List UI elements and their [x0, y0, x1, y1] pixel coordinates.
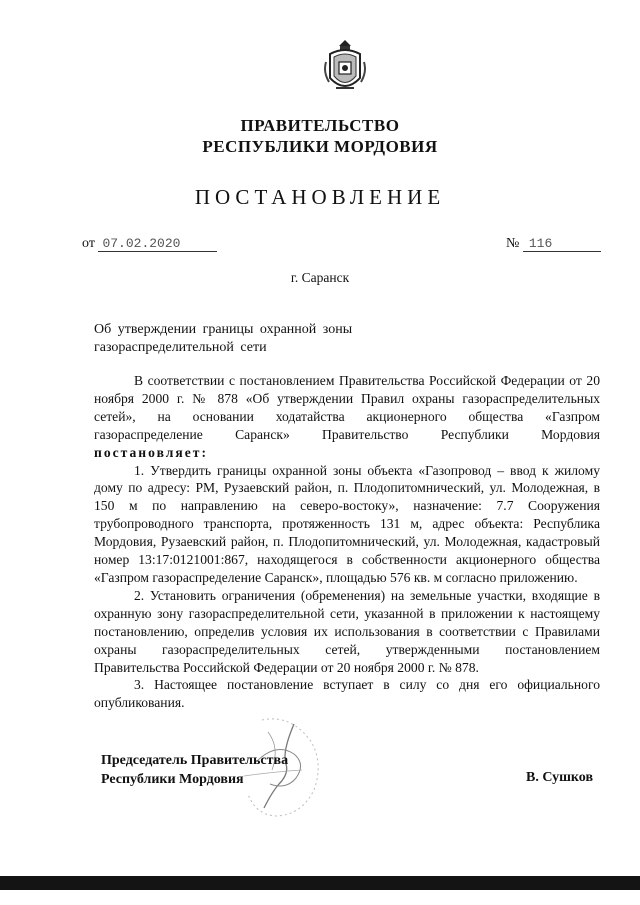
city: г. Саранск	[290, 270, 350, 285]
document-body	[94, 372, 600, 712]
signatory-title	[101, 751, 288, 789]
subject-title: Об утверждении границы охранной зоны газораспределительной сети	[94, 322, 353, 355]
government-name-line2: РЕСПУБЛИКИ МОРДОВИЯ	[202, 137, 438, 156]
number-value: 116	[523, 236, 601, 252]
signatory-name: В. Сушков	[526, 770, 594, 785]
date-value: 07.02.2020	[98, 236, 217, 252]
document-type: ПОСТАНОВЛЕНИЕ	[194, 185, 446, 209]
item-3: 3. Настоящее постановление вступает в силу со дня его официального опубликования.	[94, 677, 600, 711]
scan-edge-bar	[0, 876, 640, 890]
decrees-word: постановляет:	[94, 444, 208, 460]
intro-text: В соответствии с постановлением Правительства Российской Федерации от 20 ноября 2000 г. № 878 «Об утверждении Правил охраны газораспределительных сетей», на основании ходатайства акционерного общества «Газпром газораспределение Саранск» Правительство Республики Мордовия	[94, 373, 600, 442]
date-line	[82, 236, 217, 252]
signatory-title-line2: Республики Мордовия	[101, 772, 244, 787]
number-line	[506, 236, 601, 252]
government-name-line1: ПРАВИТЕЛЬСТВО	[240, 116, 400, 135]
intro-paragraph	[94, 372, 600, 462]
date-prefix: от	[82, 236, 95, 251]
item-1: 1. Утвердить границы охранной зоны объекта «Газопровод – ввод к жилому дому по адресу: РМ, Рузаевский район, п. Плодопитомнический, ул. Молодежная, в 150 м по направлению на северо-востоку», назначение: 7.7 Сооружения трубопроводного транспорта, протяженность 131 м, адрес объекта: Республика Мордовия, Рузаевский район, п. Плодопитомнический, ул. Молодежная, кадастровый номер 13:17:0121001:867, находящегося в собственности акционерного общества «Газпром газораспределение Саранск», площадью 576 кв. м согласно приложению.	[94, 462, 600, 585]
coat-of-arms-icon	[322, 38, 368, 98]
signatory-title-line1: Председатель Правительства	[101, 753, 289, 768]
number-prefix: №	[506, 236, 520, 251]
item-2: 2. Установить ограничения (обременения) на земельные участки, входящие в охранную зону газораспределительной сети, указанной в приложении к настоящему постановлению, определив условия их использования в соответствии с Правилами охраны газораспределительных сетей, утвержденными постановлением Правительства Российской Федерации от 20 ноября 2000 г. № 878.	[94, 587, 600, 675]
